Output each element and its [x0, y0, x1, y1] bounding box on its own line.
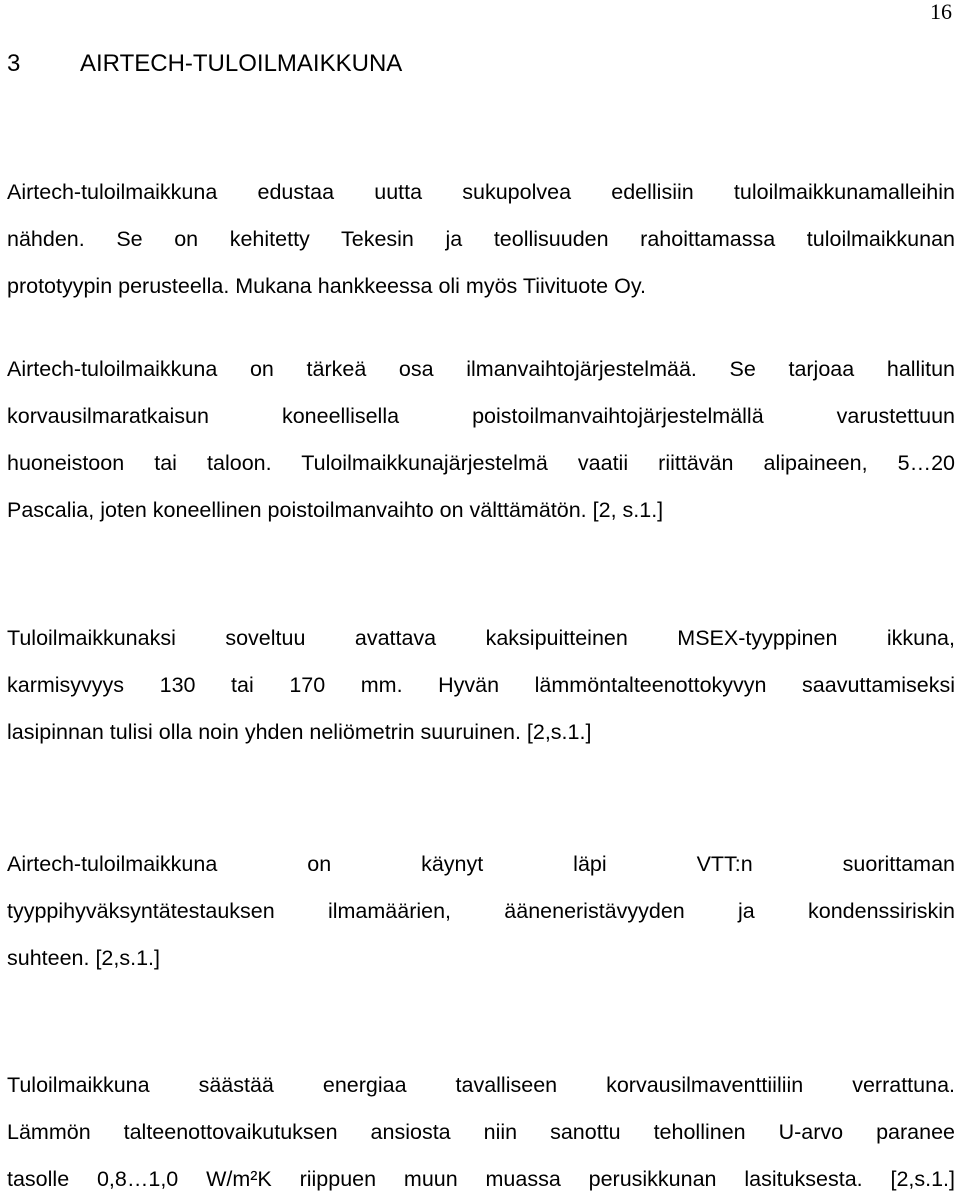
text-line: Lämmön talteenottovaikutuksen ansiosta niin sanottu tehollinen U-arvo paranee — [7, 1120, 955, 1144]
text-line: Tuloilmaikkunaksi soveltuu avattava kaksipuitteinen MSEX-tyyppinen ikkuna, — [7, 626, 955, 650]
paragraph-ventilation — [7, 346, 955, 534]
text-line: prototyypin perusteella. Mukana hankkeessa oli myös Tiivituote Oy. — [7, 274, 646, 298]
paragraph-vtt-testing — [7, 841, 955, 982]
text-line: korvausilmaratkaisun koneellisella poistoilmanvaihtojärjestelmällä varustettuun — [7, 404, 955, 428]
paragraph-energy-saving — [7, 1062, 955, 1203]
chapter-number: 3 — [7, 50, 21, 77]
chapter-title: AIRTECH-TULOILMAIKKUNA — [80, 50, 403, 77]
text-line: karmisyvyys 130 tai 170 mm. Hyvän lämmöntalteenottokyvyn saavuttamiseksi — [7, 673, 955, 697]
paragraph-window-type — [7, 615, 955, 756]
text-line: tasolle 0,8…1,0 W/m²K riippuen muun muassa perusikkunan lasituksesta. [2,s.1.] — [7, 1167, 955, 1191]
chapter-heading — [7, 49, 402, 79]
text-line: nähden. Se on kehitetty Tekesin ja teollisuuden rahoittamassa tuloilmaikkunan — [7, 227, 955, 251]
text-line: suhteen. [2,s.1.] — [7, 946, 160, 970]
text-line: Airtech-tuloilmaikkuna on käynyt läpi VTT:n suorittaman — [7, 852, 955, 876]
text-line: Airtech-tuloilmaikkuna on tärkeä osa ilmanvaihtojärjestelmää. Se tarjoaa hallitun — [7, 357, 955, 381]
page-number: 16 — [930, 0, 952, 24]
text-line: tyyppihyväksyntätestauksen ilmamäärien, ääneneristävyyden ja kondenssiriskin — [7, 899, 955, 923]
text-line: Airtech-tuloilmaikkuna edustaa uutta sukupolvea edellisiin tuloilmaikkunamalleihin — [7, 180, 955, 204]
text-line: Pascalia, joten koneellinen poistoilmanvaihto on välttämätön. [2, s.1.] — [7, 498, 664, 522]
text-line: huoneistoon tai taloon. Tuloilmaikkunajärjestelmä vaatii riittävän alipaineen, 5…20 — [7, 451, 955, 475]
paragraph-intro — [7, 169, 955, 310]
text-line: lasipinnan tulisi olla noin yhden neliömetrin suuruinen. [2,s.1.] — [7, 720, 592, 744]
text-line: Tuloilmaikkuna säästää energiaa tavalliseen korvausilmaventtiiliin verrattuna. — [7, 1073, 955, 1097]
